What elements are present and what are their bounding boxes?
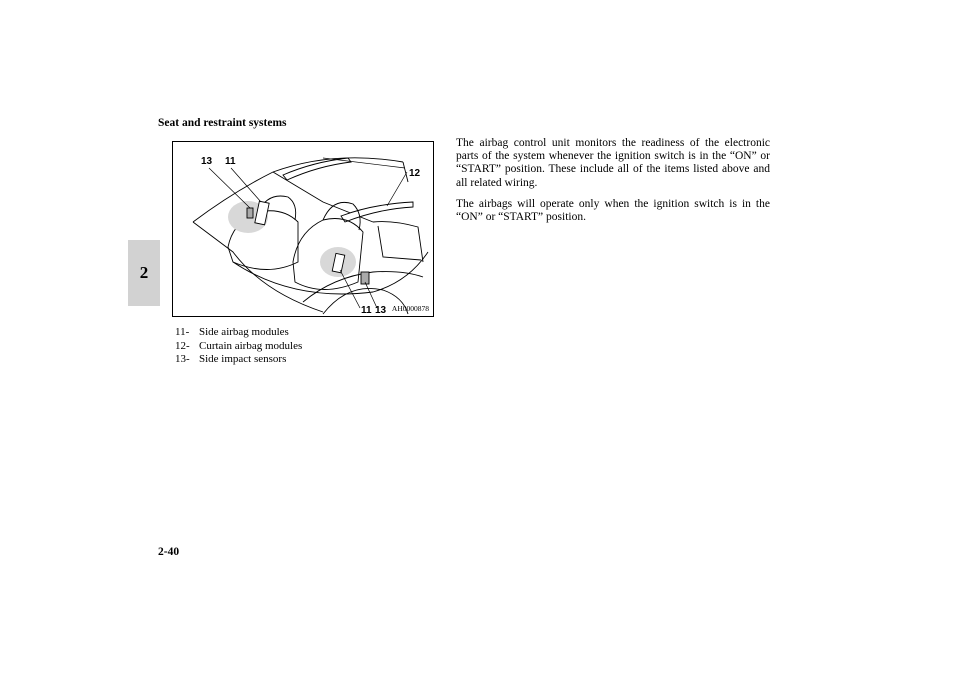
airbag-illustration (172, 141, 434, 317)
body-text (456, 137, 770, 232)
legend-item (175, 353, 302, 367)
legend-item (175, 340, 302, 354)
legend-text: Side impact sensors (199, 353, 287, 365)
figure-legend (175, 326, 302, 367)
paragraph: The airbag control unit monitors the readiness of the electronic parts of the system whenever the ignition switch is in the “ON” or “START” position. These include all of the items listed above and all related wiring. (456, 137, 770, 189)
callout-13-bottom: 13 (375, 305, 387, 316)
legend-text: Curtain airbag modules (199, 339, 303, 352)
callout-13-top: 13 (201, 156, 213, 167)
callout-11-top: 11 (225, 156, 236, 167)
figure-id: AH0000878 (391, 304, 429, 313)
chapter-number: 2 (139, 263, 149, 282)
legend-number: 11- (175, 326, 190, 338)
paragraph: The airbags will operate only when the ignition switch is in the “ON” or “START” position. (456, 197, 770, 224)
page-number: 2-40 (158, 546, 180, 558)
callout-11-bottom: 11 (361, 305, 372, 316)
callout-12: 12 (409, 168, 421, 179)
legend-number: 12- (175, 339, 190, 352)
chapter-tab (128, 240, 160, 306)
section-header: Seat and restraint systems (158, 117, 287, 129)
legend-number: 13- (175, 353, 190, 365)
legend-item (175, 326, 302, 340)
legend-text: Side airbag modules (199, 326, 289, 338)
car-interior-drawing (173, 142, 433, 316)
